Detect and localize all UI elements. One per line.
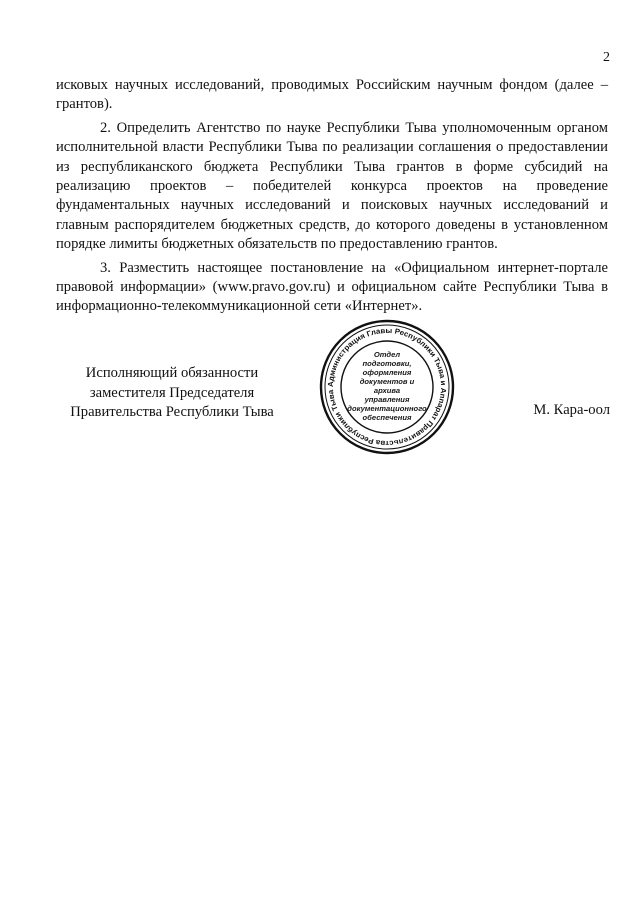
seal-line: оформления <box>362 368 412 377</box>
seal-line: обеспечения <box>362 413 412 422</box>
signer-position-line: заместителя Председателя <box>89 384 255 401</box>
seal-line: подготовки, <box>362 359 412 368</box>
signer-position-line: Исполняющий обязанности <box>85 365 259 381</box>
paragraph-continuation: исковых научных исследований, проводимых Российским научным фондом (далее – грантов). <box>56 77 608 113</box>
paragraph-2: 2. Определить Агентство по науке Республики Тыва уполномоченным органом исполнительной власти Республики Тыва по реализации соглашения о предоставлении из республиканского бюджета Республики Тыва грантов в форме субсидий на реализацию проектов – победителей конкурса проектов на проведение фундаментальных научных исследований и поисковых научных исследований и главным распорядителем бюджетных средств, до которого доведены в установленном порядке лимиты бюджетных обязательств по предоставлению грантов. <box>56 119 608 253</box>
document-body <box>56 76 608 321</box>
signer-name: М. Кара-оол <box>533 402 610 418</box>
seal-center-text <box>346 350 428 422</box>
seal-line: документационного <box>347 404 427 413</box>
seal-line: Отдел <box>373 350 401 359</box>
seal-line: документов и архива <box>359 377 415 395</box>
signer-position-line: Правительства Республики Тыва <box>70 404 274 420</box>
paragraph-3: 3. Разместить настоящее постановление на «Официальном интернет-портале правовой информации» (www.pravo.gov.ru) и официальном сайте Республики Тыва в информационно-телекоммуникационной сети «Интернет». <box>56 259 608 315</box>
seal-line: управления <box>364 395 410 404</box>
seal-ring-text: Администрация Главы Республики Тыва и Аппарат Правительства Республики Тыва <box>325 325 449 449</box>
official-seal <box>318 318 456 456</box>
signer-position <box>56 364 288 423</box>
page-number: 2 <box>603 50 610 65</box>
